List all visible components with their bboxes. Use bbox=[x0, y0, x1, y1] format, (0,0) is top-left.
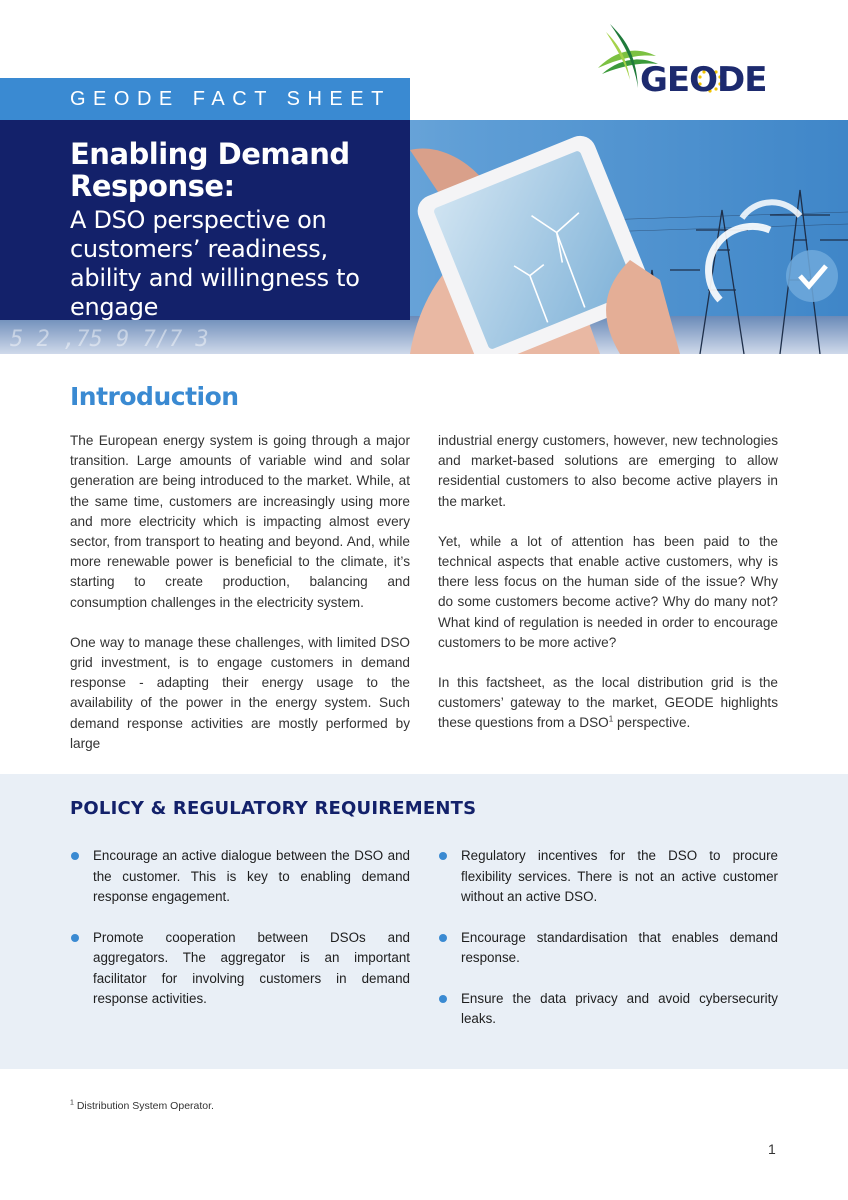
bullet-icon bbox=[439, 934, 447, 942]
policy-item bbox=[438, 846, 778, 908]
policy-list-right bbox=[438, 846, 778, 1050]
bullet-icon bbox=[439, 995, 447, 1003]
footnote bbox=[70, 1100, 214, 1112]
intro-paragraph-final bbox=[438, 673, 778, 734]
intro-final-text-end: perspective. bbox=[613, 715, 691, 731]
intro-paragraph: One way to manage these challenges, with limited DSO grid investment, is to engage customers in demand response - adapting their energy usage to the availability of the power in the energy system. Such demand response activities are mostly performed by large bbox=[70, 634, 410, 751]
policy-item bbox=[438, 928, 778, 969]
policy-item-text: Encourage standardisation that enables demand response. bbox=[461, 929, 778, 965]
page-subtitle: A DSO perspective on customers’ readiness, ability and willingness to engage bbox=[70, 206, 360, 321]
page-number: 1 bbox=[768, 1141, 776, 1157]
introduction-heading: Introduction bbox=[70, 382, 239, 411]
footnote-reference[interactable]: 1 bbox=[608, 714, 614, 724]
geode-logo bbox=[596, 22, 786, 102]
policy-item bbox=[438, 989, 778, 1030]
intro-paragraph: Yet, while a lot of attention has been paid to the technical aspects that enable active customers, why is there less focus on the human side of the issue? Why do some customers become active? Why do many not? What kind of regulation is needed in order to encourage customers to be more active? bbox=[438, 533, 778, 650]
policy-item bbox=[70, 928, 410, 1010]
bullet-icon bbox=[71, 852, 79, 860]
policy-section bbox=[0, 774, 848, 1069]
intro-final-text: In this factsheet, as the local distribution grid is the customers’ gateway to the market, GEODE highlights these questions from a DSO bbox=[438, 675, 778, 731]
intro-column-right bbox=[438, 431, 778, 754]
page-title: Enabling Demand Response: bbox=[70, 137, 350, 203]
policy-item-text: Ensure the data privacy and avoid cybersecurity leaks. bbox=[461, 990, 778, 1026]
policy-item-text: Regulatory incentives for the DSO to procure flexibility services. There is not an active customer without an active DSO. bbox=[461, 848, 778, 904]
bullet-icon bbox=[71, 934, 79, 942]
hero-banner bbox=[0, 120, 848, 354]
fact-sheet-label: GEODE FACT SHEET bbox=[0, 78, 410, 120]
policy-heading: POLICY & REGULATORY REQUIREMENTS bbox=[70, 798, 477, 819]
logo-wordmark: GEODE bbox=[640, 60, 767, 100]
footnote-mark: 1 bbox=[70, 1099, 74, 1107]
policy-item-text: Promote cooperation between DSOs and aggregators. The aggregator is an important facilitator for involving customers in demand response activities. bbox=[93, 929, 410, 1006]
intro-paragraph: The European energy system is going through a major transition. Large amounts of variable wind and solar generation are being introduced to the market. While, at the same time, customers are increasingly using more and more electricity which is impacting almost every sector, from transport to heating and beyond. And, while more renewable power is beneficial to the climate, it’s starting to create production, balancing and consumption challenges in the electricity system. bbox=[70, 433, 410, 610]
hero-title-panel bbox=[0, 120, 410, 320]
intro-column-left bbox=[70, 431, 410, 774]
footnote-text: Distribution System Operator. bbox=[73, 1100, 214, 1112]
intro-paragraph: industrial energy customers, however, new technologies and market-based solutions are emerging to allow residential customers to also become active players in the market. bbox=[438, 433, 778, 509]
svg-text:5 2 ,75 9 7/7 3: 5 2 ,75 9 7/7 3 bbox=[10, 327, 209, 352]
policy-item-text: Encourage an active dialogue between the DSO and the customer. This is key to enabling demand response engagement. bbox=[93, 848, 410, 904]
policy-list-left bbox=[70, 846, 410, 1030]
policy-item bbox=[70, 846, 410, 908]
bullet-icon bbox=[439, 852, 447, 860]
